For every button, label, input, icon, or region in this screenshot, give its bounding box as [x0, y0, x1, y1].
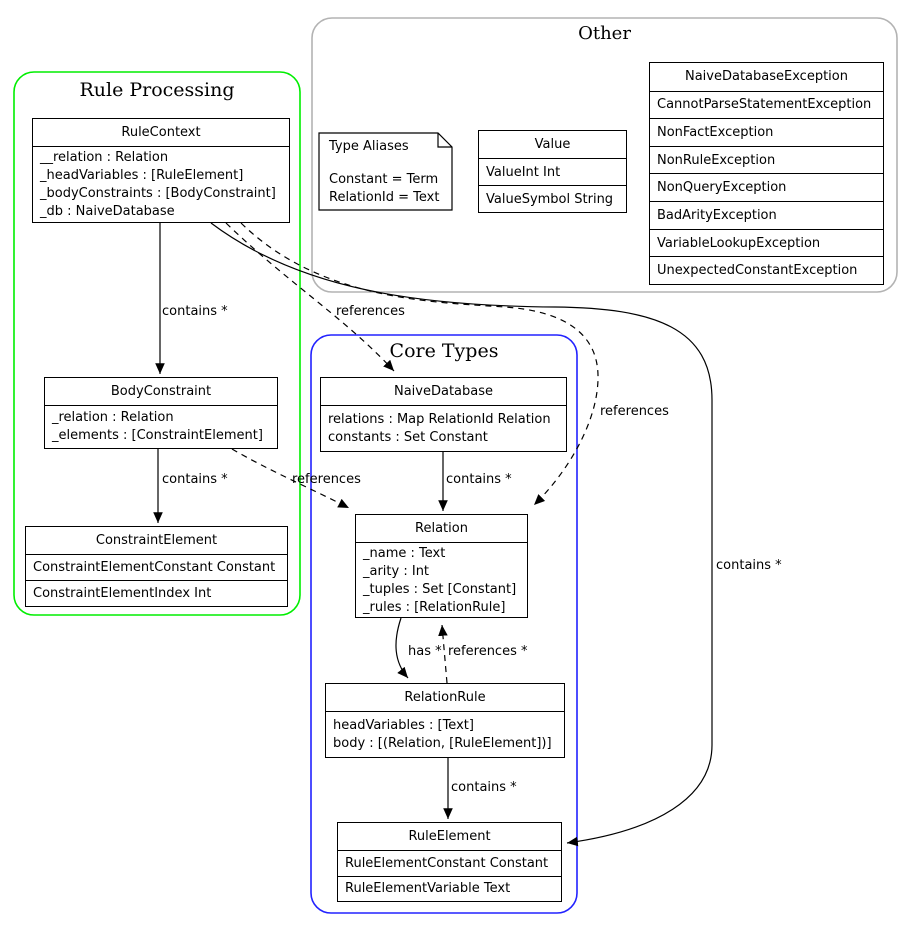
constructor-row: RuleElementConstant Constant — [345, 855, 549, 871]
edge-relationrule-relation-ref — [442, 625, 447, 683]
exception-row: VariableLookupException — [650, 229, 883, 257]
edge-rulecontext-relation-ref — [241, 223, 598, 505]
edge-label-references: references * — [448, 644, 528, 659]
field: _tuples : Set [Constant] — [363, 582, 517, 597]
constructor-row: ConstraintElementIndex Int — [26, 580, 287, 606]
field: _headVariables : [RuleElement] — [40, 168, 244, 183]
class-title: ConstraintElement — [26, 527, 287, 555]
constructor-row: RuleElementVariable Text — [338, 876, 561, 902]
exception-row: BadArityException — [650, 201, 883, 229]
class-relationrule — [325, 683, 565, 758]
exception-row: UnexpectedConstantException — [650, 256, 883, 284]
constructor-row: ValueSymbol String — [479, 185, 626, 212]
edge-relation-relationrule-has — [396, 618, 408, 678]
field: __relation : Relation — [40, 150, 169, 165]
edge-label-contains: contains * — [451, 780, 517, 795]
class-title: Relation — [356, 515, 527, 543]
class-exceptions — [649, 62, 884, 285]
field: _bodyConstraints : [BodyConstraint] — [40, 186, 276, 201]
class-title: RuleElement — [338, 823, 561, 851]
class-ruleelement — [337, 822, 562, 902]
class-title: RuleContext — [33, 119, 289, 147]
group-title-rule-processing: Rule Processing — [79, 79, 235, 101]
edge-label-references: references — [600, 404, 669, 419]
class-relation — [355, 514, 528, 618]
edge-label-contains: contains * — [162, 472, 228, 487]
exception-row: NonFactException — [650, 118, 883, 146]
class-title: NaiveDatabase — [321, 378, 566, 406]
constructor-row: ValueInt Int — [486, 164, 561, 180]
group-title-other: Other — [578, 23, 631, 44]
group-title-core-types: Core Types — [389, 340, 499, 362]
note-alias: Constant = Term — [329, 172, 439, 187]
class-value — [478, 130, 627, 213]
edge-label-contains: contains * — [162, 304, 228, 319]
constructor-row: ConstraintElementConstant Constant — [33, 560, 276, 575]
edge-label-references: references — [292, 472, 361, 487]
field: body : [(Relation, [RuleElement])] — [333, 735, 552, 751]
note-title: Type Aliases — [329, 139, 409, 154]
exception-row: NonQueryException — [650, 173, 883, 201]
field: _arity : Int — [363, 564, 430, 579]
field: _name : Text — [363, 546, 446, 561]
field: _relation : Relation — [52, 410, 174, 425]
edge-label-contains: contains * — [446, 472, 512, 487]
exception-row: NonRuleException — [650, 146, 883, 174]
field: constants : Set Constant — [328, 429, 488, 445]
exception-row: CannotParseStatementException — [657, 97, 872, 113]
field: _db : NaiveDatabase — [40, 204, 175, 219]
class-rulecontext — [32, 118, 290, 223]
class-title: BodyConstraint — [45, 378, 277, 406]
edge-label-references: references — [336, 304, 405, 319]
edge-label-has: has * — [408, 644, 442, 659]
field: relations : Map RelationId Relation — [328, 411, 551, 427]
class-naivedatabase — [320, 377, 567, 452]
field: _elements : [ConstraintElement] — [52, 428, 263, 443]
class-bodyconstraint — [44, 377, 278, 449]
class-constraintelement — [25, 526, 288, 607]
note-alias: RelationId = Text — [329, 190, 440, 205]
class-title: Value — [479, 131, 626, 159]
edge-label-contains: contains * — [716, 558, 782, 573]
class-title: NaiveDatabaseException — [650, 63, 883, 92]
class-title: RelationRule — [326, 684, 564, 712]
field: headVariables : [Text] — [333, 717, 474, 733]
field: _rules : [RelationRule] — [363, 600, 506, 615]
